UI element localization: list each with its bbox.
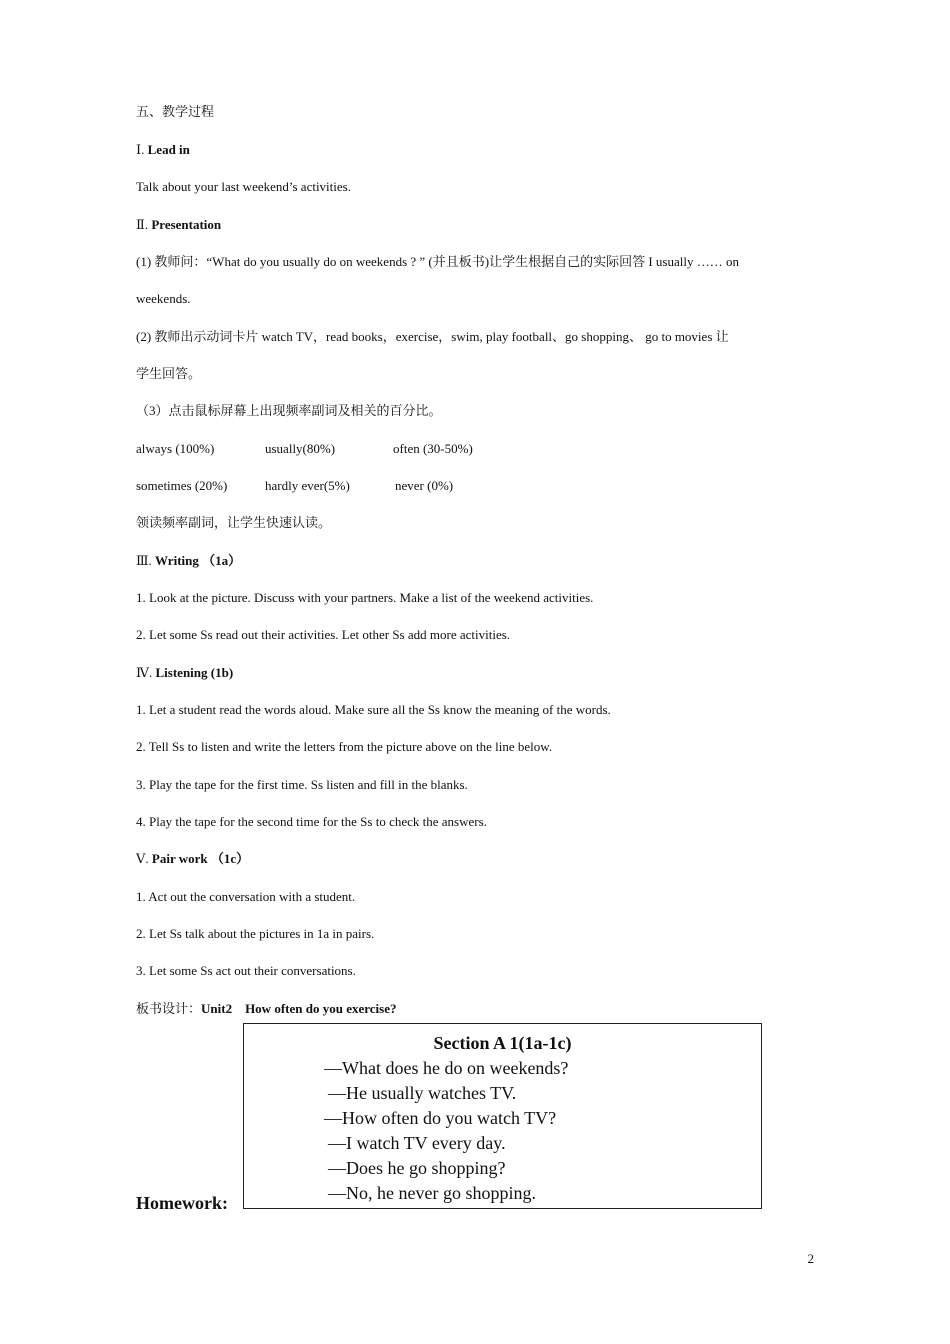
- homework-label: Homework:: [136, 1193, 228, 1213]
- part2-step3: （3）点击鼠标屏幕上出现频率副词及相关的百分比。: [136, 403, 442, 418]
- part4-item-2: 2. Tell Ss to listen and write the letters from the picture above on the line below.: [136, 739, 553, 754]
- part3-tag: （1a）: [202, 553, 242, 568]
- part2-title: Presentation: [151, 217, 222, 232]
- board-line-4: —I watch TV every day.: [328, 1133, 506, 1153]
- part5-item-3: 3. Let some Ss act out their conversations.: [136, 963, 356, 978]
- board-line-6: —No, he never go shopping.: [328, 1183, 536, 1203]
- section-heading: 五、教学过程: [136, 104, 215, 119]
- freq-hardly-ever: hardly ever(5%): [265, 478, 350, 493]
- part1-title: Lead in: [147, 142, 190, 157]
- part5-tag: （1c）: [210, 851, 250, 866]
- part3-number: Ⅲ.: [136, 553, 156, 568]
- blackboard-box: [243, 1023, 762, 1209]
- page-number: 2: [807, 1251, 814, 1266]
- part2-step1-line2: weekends.: [136, 291, 191, 306]
- part4-title: Listening (1b): [155, 665, 234, 680]
- part1-heading: [136, 141, 190, 159]
- part2-step2-line2: 学生回答。: [136, 366, 202, 381]
- part4-item-3: 3. Play the tape for the first time. Ss listen and fill in the blanks.: [136, 777, 468, 792]
- freq-often: often (30-50%): [393, 441, 473, 456]
- part2-number: Ⅱ.: [136, 217, 152, 232]
- part3-item-1: 1. Look at the picture. Discuss with your partners. Make a list of the weekend activities.: [136, 590, 594, 605]
- part2-step2-line1: (2) 教师出示动词卡片 watch TV，read books，exercise，swim, play football、go shopping、 go to movies 让: [136, 329, 729, 344]
- part4-item-1: 1. Let a student read the words aloud. Make sure all the Ss know the meaning of the words.: [136, 702, 611, 717]
- freq-sometimes: sometimes (20%): [136, 478, 228, 493]
- freq-always: always (100%): [136, 441, 215, 456]
- part5-item-2: 2. Let Ss talk about the pictures in 1a in pairs.: [136, 926, 375, 941]
- part5-item-1: 1. Act out the conversation with a student.: [136, 889, 356, 904]
- part1-text: Talk about your last weekend’s activities.: [136, 179, 351, 194]
- board-line-5: —Does he go shopping?: [328, 1158, 506, 1178]
- board-unit-title: Unit2 How often do you exercise?: [201, 1001, 397, 1016]
- board-design-heading: [136, 1000, 396, 1018]
- part4-heading: [136, 664, 233, 682]
- board-line-3: —How often do you watch TV?: [324, 1108, 557, 1128]
- freq-usually: usually(80%): [265, 441, 336, 456]
- freq-never: never (0%): [395, 478, 454, 493]
- board-line-2: —He usually watches TV.: [328, 1083, 517, 1103]
- part2-step1-line1: (1) 教师问：“What do you usually do on weekends ? ” (并且板书)让学生根据自己的实际回答 I usually …… on: [136, 254, 739, 269]
- part5-number: Ⅴ.: [136, 851, 152, 866]
- freq-note: 领读频率副词，让学生快速认读。: [136, 515, 332, 530]
- part4-item-4: 4. Play the tape for the second time for the Ss to check the answers.: [136, 814, 487, 829]
- board-section-title: Section A 1(1a-1c): [433, 1033, 572, 1053]
- part5-title: Pair work: [151, 851, 211, 866]
- part2-heading: [136, 216, 221, 234]
- part1-number: Ⅰ.: [136, 142, 148, 157]
- part3-title: Writing: [155, 553, 203, 568]
- part5-heading: [136, 850, 249, 868]
- part3-heading: [136, 552, 241, 570]
- board-line-1: —What does he do on weekends?: [324, 1058, 569, 1078]
- part3-item-2: 2. Let some Ss read out their activities. Let other Ss add more activities.: [136, 627, 511, 642]
- board-label: 板书设计：: [136, 1001, 202, 1016]
- part4-number: Ⅳ.: [136, 665, 156, 680]
